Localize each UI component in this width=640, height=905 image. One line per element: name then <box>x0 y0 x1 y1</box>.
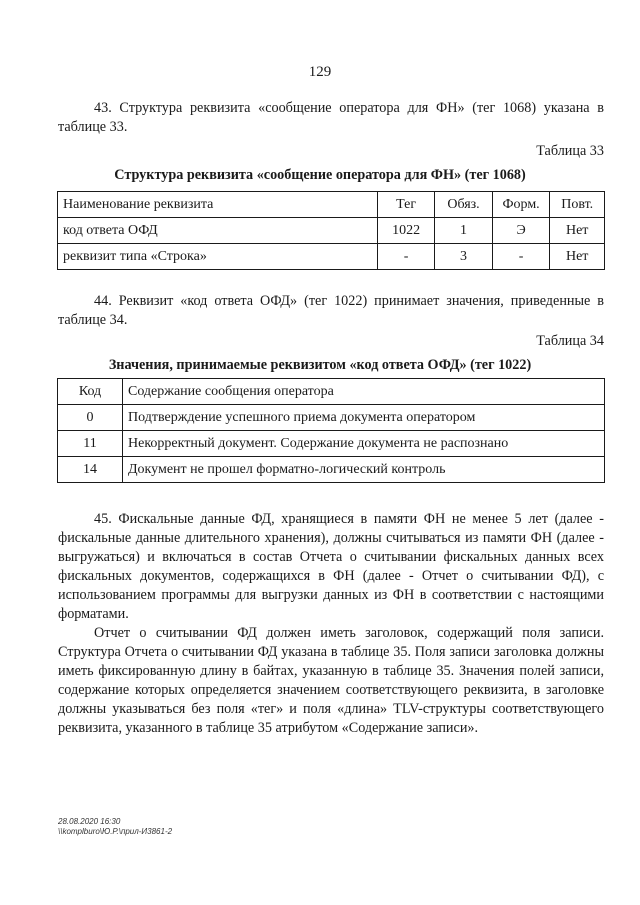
table-cell: 3 <box>435 244 492 270</box>
column-header: Содержание сообщения оператора <box>123 379 605 405</box>
column-header: Код <box>58 379 123 405</box>
table-cell: Документ не прошел форматно-логический контроль <box>123 457 605 483</box>
table-cell: 0 <box>58 405 123 431</box>
table-cell: Э <box>492 218 550 244</box>
table-cell: код ответа ОФД <box>58 218 378 244</box>
column-header: Повт. <box>550 192 605 218</box>
table-34 <box>57 378 605 483</box>
column-header: Форм. <box>492 192 550 218</box>
page-number: 129 <box>308 64 332 80</box>
table-cell: - <box>377 244 434 270</box>
paragraph-45: 45. Фискальные данные ФД, хранящиеся в памяти ФН не менее 5 лет (далее - фискальные данные длительного хранения), должны считываться из памяти ФН (далее - выгружаться) и включаться в состав Отчета о считывании фискальных данных всех фискальных документов, содержащихся в ФН (далее - Отчет о считывании ФД), с использованием программы для выгрузки данных из ФН в соответствии с настоящими форматами. <box>58 511 604 622</box>
column-header: Тег <box>377 192 434 218</box>
paragraph-43: 43. Структура реквизита «сообщение оператора для ФН» (тег 1068) указана в таблице 33. <box>58 100 604 135</box>
table-33-title: Структура реквизита «сообщение оператора для ФН» (тег 1068) <box>114 167 526 183</box>
table-cell: Подтверждение успешного приема документа оператором <box>123 405 605 431</box>
table-row <box>58 457 605 483</box>
table-cell: 14 <box>58 457 123 483</box>
table-header-row <box>58 192 605 218</box>
footer-stamp <box>58 817 172 837</box>
table-cell: 1 <box>435 218 492 244</box>
column-header: Наименование реквизита <box>58 192 378 218</box>
table-34-title: Значения, принимаемые реквизитом «код ответа ОФД» (тег 1022) <box>108 357 532 373</box>
table-cell: реквизит типа «Строка» <box>58 244 378 270</box>
table-cell: Некорректный документ. Содержание документа не распознано <box>123 431 605 457</box>
table-34-label: Таблица 34 <box>536 333 604 349</box>
table-33 <box>57 191 605 270</box>
footer-path: \\komplburo\Ю.Р.\прил-И3861-2 <box>58 827 173 836</box>
table-cell: - <box>492 244 550 270</box>
table-cell: Нет <box>550 244 605 270</box>
table-cell: 11 <box>58 431 123 457</box>
column-header: Обяз. <box>435 192 492 218</box>
table-cell: Нет <box>550 218 605 244</box>
table-33-label: Таблица 33 <box>536 143 604 159</box>
footer-date: 28.08.2020 16:30 <box>58 817 121 826</box>
table-cell: 1022 <box>377 218 434 244</box>
table-header-row <box>58 379 605 405</box>
table-row <box>58 405 605 431</box>
table-row <box>58 244 605 270</box>
paragraph-report: Отчет о считывании ФД должен иметь заголовок, содержащий поля записи. Структура Отчета о считывании ФД указана в таблице 35. Поля записи заголовка должны иметь фиксированную длину в байтах, указанную в таблице 35. Значения полей записи, содержание которых определяется значением соответствующего реквизита, в заголовке должны указываться без поля «тег» и поля «длина» TLV-структуры соответствующего реквизита, указанного в таблице 35 атрибутом «Содержание записи». <box>58 625 604 736</box>
table-row <box>58 218 605 244</box>
table-row <box>58 431 605 457</box>
paragraph-44: 44. Реквизит «код ответа ОФД» (тег 1022) принимает значения, приведенные в таблице 34. <box>58 293 604 328</box>
